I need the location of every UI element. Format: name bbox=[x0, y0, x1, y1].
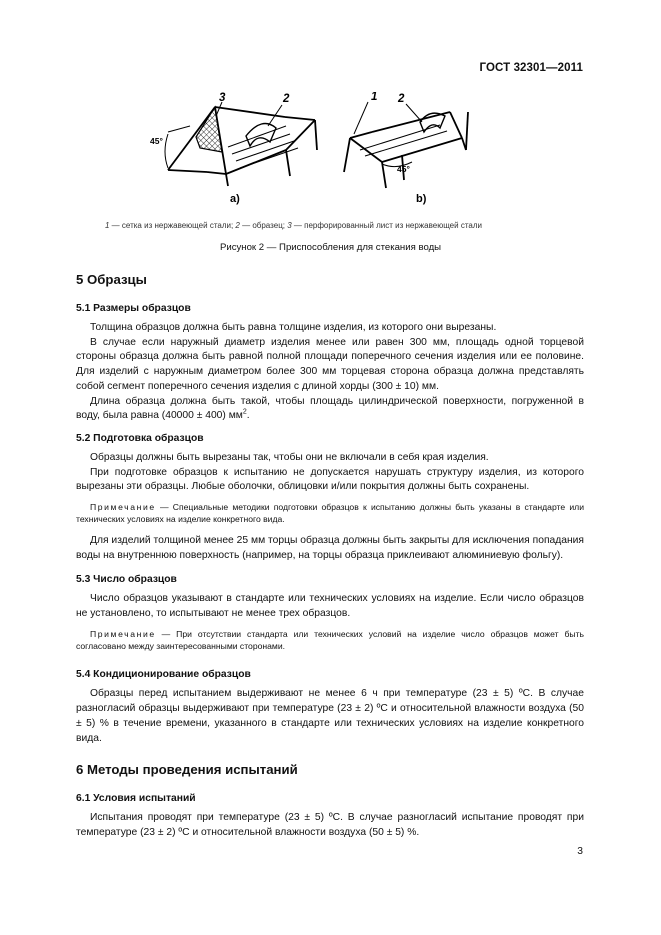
legend-key-1: 1 bbox=[105, 221, 110, 230]
section-5-2-para-1: Образцы должны быть вырезаны так, чтобы они не включали в себя края изделия. bbox=[90, 451, 489, 463]
fixture-b bbox=[344, 102, 468, 188]
figure-legend bbox=[105, 221, 625, 230]
fixture-a-label-2: 2 bbox=[283, 93, 290, 105]
section-5-1-para-1: Толщина образцов должна быть равна толщине изделия, из которого они вырезаны. bbox=[90, 322, 497, 333]
section-6-1-title: 6.1 Условия испытаний bbox=[76, 793, 196, 805]
fixture-a-label-3: 3 bbox=[219, 92, 226, 104]
fixture-b-label-2: 2 bbox=[398, 93, 405, 105]
fixture-a-angle-label: 45° bbox=[150, 136, 163, 146]
section-5-2-para-2: При подготовке образцов к испытанию не допускается нарушать структуру изделия, из которого вырезаны эти образцы. Любые оболочки, облицовки и/или покрытия должны быть сохранены. bbox=[76, 466, 584, 493]
section-5-2-para-3: Для изделий толщиной менее 25 мм торцы образца должны быть закрыты для исключения попадания воды на внутреннюю поверхность (например, на торцы образца приклеивают алюминиевую фольгу). bbox=[76, 534, 584, 561]
document-body bbox=[76, 272, 584, 841]
section-5-1-para-2: В случае если наружный диаметр изделия менее или равен 300 мм, площадь одной торцевой стороны образца должна быть равной полной площади поперечного сечения изделия или ее половине. Для изделий с наружным диаметром более 300 мм торцевая сторона образца должна представлять собой сегмент поперечного сечения изделия с длиной хорды (300 ± 10) мм. bbox=[76, 336, 584, 392]
legend-key-2: 2 bbox=[235, 221, 240, 230]
section-5-title: 5 Образцы bbox=[76, 272, 147, 287]
section-6-1-para-1: Испытания проводят при температуре (23 ± 5) ºС. В случае разногласий испытание проводят при температуре (23 ± 2) ºС и относительной влажности воздуха (50 ± 5) %. bbox=[76, 812, 584, 838]
section-5-2-title: 5.2 Подготовка образцов bbox=[76, 432, 204, 444]
fixture-a-sublabel: a) bbox=[230, 193, 240, 205]
section-6-title: 6 Методы проведения испытаний bbox=[76, 762, 298, 778]
section-5-3-para-1: Число образцов указывают в стандарте или технических условиях на изделие. Если число образцов не установлено, то испытывают не менее трех образцов. bbox=[76, 593, 584, 619]
legend-text-2: — образец; bbox=[239, 221, 288, 230]
legend-key-3: 3 bbox=[287, 221, 292, 230]
figure-caption: Рисунок 2 — Приспособления для стекания воды bbox=[219, 242, 442, 253]
fixture-b-label-1: 1 bbox=[371, 92, 378, 103]
fixture-b-angle-label: 45° bbox=[397, 164, 410, 174]
section-5-3-title: 5.3 Число образцов bbox=[76, 574, 177, 586]
section-5-3-note: Примечание — При отсутствии стандарта или технических условий на изделие число образцов может быть согласовано между заинтересованными сторонами. bbox=[76, 628, 584, 652]
section-5-4-title: 5.4 Кондиционирование образцов bbox=[76, 669, 251, 681]
legend-text-3: — перфорированный лист из нержавеющей стали bbox=[291, 221, 482, 230]
fixture-b-sublabel: b) bbox=[416, 193, 427, 205]
page-number: 3 bbox=[577, 846, 583, 857]
section-5-1-title: 5.1 Размеры образцов bbox=[76, 303, 191, 314]
section-5-4-para-1: Образцы перед испытанием выдерживают не менее 6 ч при температуре (23 ± 5) ºС. В случае разногласий образцы выдерживают при температуре (23 ± 2) ºС и относительной влажности воздуха (50 ± 5) % в течение времени, указанного в стандарте или технических условиях на изделие конкретного вида. bbox=[76, 688, 584, 744]
section-5-1-para-3: Длина образца должна быть такой, чтобы площадь цилиндрической поверхности, погруженной в воду, была равна (40000 ± 400) $мм^2$. bbox=[76, 395, 584, 422]
section-5-2-note: Примечание — Специальные методики подготовки образцов к испытанию должны быть указаны в стандарте или технических условиях на изделие конкретного вида. bbox=[76, 502, 584, 525]
document-header: ГОСТ 32301—2011 bbox=[479, 62, 583, 74]
fixture-a bbox=[165, 102, 317, 186]
legend-text-1: — сетка из нержавеющей стали; bbox=[109, 221, 236, 230]
figure-2-drawing bbox=[0, 92, 661, 212]
